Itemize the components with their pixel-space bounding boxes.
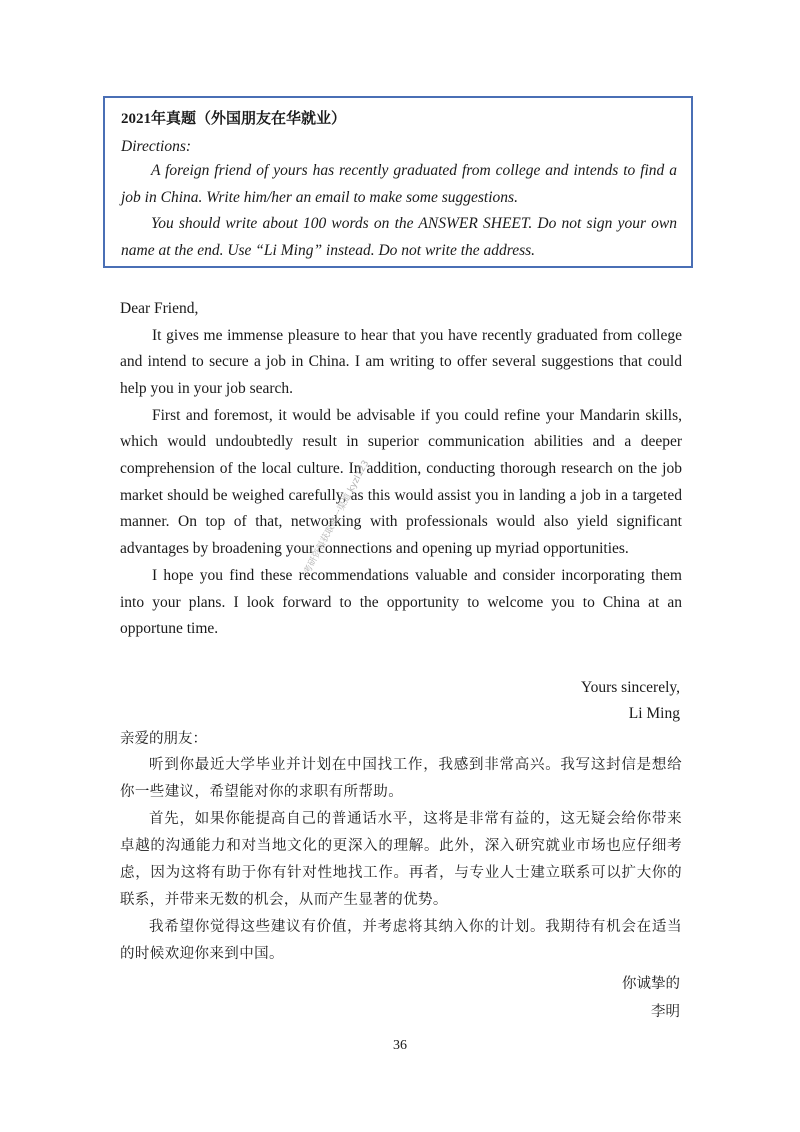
chinese-closing-block — [120, 970, 680, 1026]
directions-requirements: You should write about 100 words on the ANSWER SHEET. Do not sign your own name at the end. Use “Li Ming” instead. Do not write the address. — [121, 215, 677, 259]
page-number: 36 — [393, 1038, 407, 1053]
english-signature: Li Ming — [628, 705, 680, 722]
english-letter — [120, 296, 682, 643]
chinese-closing: 你诚挚的 — [622, 976, 680, 992]
directions-label: Directions: — [121, 138, 192, 155]
chinese-paragraph-intro: 听到你最近大学毕业并计划在中国找工作，我感到非常高兴。我写这封信是想给你一些建议，希望能对你的求职有所帮助。 — [120, 757, 682, 800]
question-title: 2021年真题（外国朋友在华就业） — [121, 111, 347, 127]
chinese-paragraph-conclusion: 我希望你觉得这些建议有价值，并考虑将其纳入你的计划。我期待有机会在适当的时候欢迎你来到中国。 — [120, 919, 682, 962]
english-paragraph-intro: It gives me immense pleasure to hear that you have recently graduated from college and intend to secure a job in China. I am writing to offer several suggestions that could help you in your job search. — [120, 326, 682, 397]
directions-box — [103, 96, 693, 268]
chinese-salutation: 亲爱的朋友： — [120, 731, 207, 747]
chinese-signature: 李明 — [651, 1004, 680, 1020]
chinese-letter — [120, 726, 682, 968]
english-closing-block — [120, 675, 680, 727]
chinese-paragraph-body: 首先，如果你能提高自己的普通话水平，这将是非常有益的，这无疑会给你带来卓越的沟通能力和对当地文化的更深入的理解。此外，深入研究就业市场也应仔细考虑，因为这将有助于你有针对性地找工作。再者，与专业人士建立联系可以扩大你的联系，并带来无数的机会，从而产生显著的优势。 — [120, 811, 682, 908]
english-closing: Yours sincerely, — [580, 679, 680, 696]
directions-task: A foreign friend of yours has recently graduated from college and intends to find a job in China. Write him/her an email to make some suggestions. — [121, 162, 677, 206]
english-salutation: Dear Friend, — [120, 300, 199, 317]
watermark: 考研资料获取唯一渠道 kyzl123 — [302, 458, 372, 577]
english-paragraph-body: First and foremost, it would be advisable if you could refine your Mandarin skills, which would undoubtedly result in superior communication abilities and a deeper comprehension of the local culture. In addition, conducting thorough research on the job market should be weighed carefully, as this would assist you in landing a job in a targeted manner. On top of that, networking with professionals would also yield significant advantages by broadening your connections and opening up myriad opportunities. — [120, 406, 682, 558]
english-paragraph-conclusion: I hope you find these recommendations valuable and consider incorporating them into your plans. I look forward to the opportunity to welcome you to China at an opportune time. — [120, 566, 682, 638]
